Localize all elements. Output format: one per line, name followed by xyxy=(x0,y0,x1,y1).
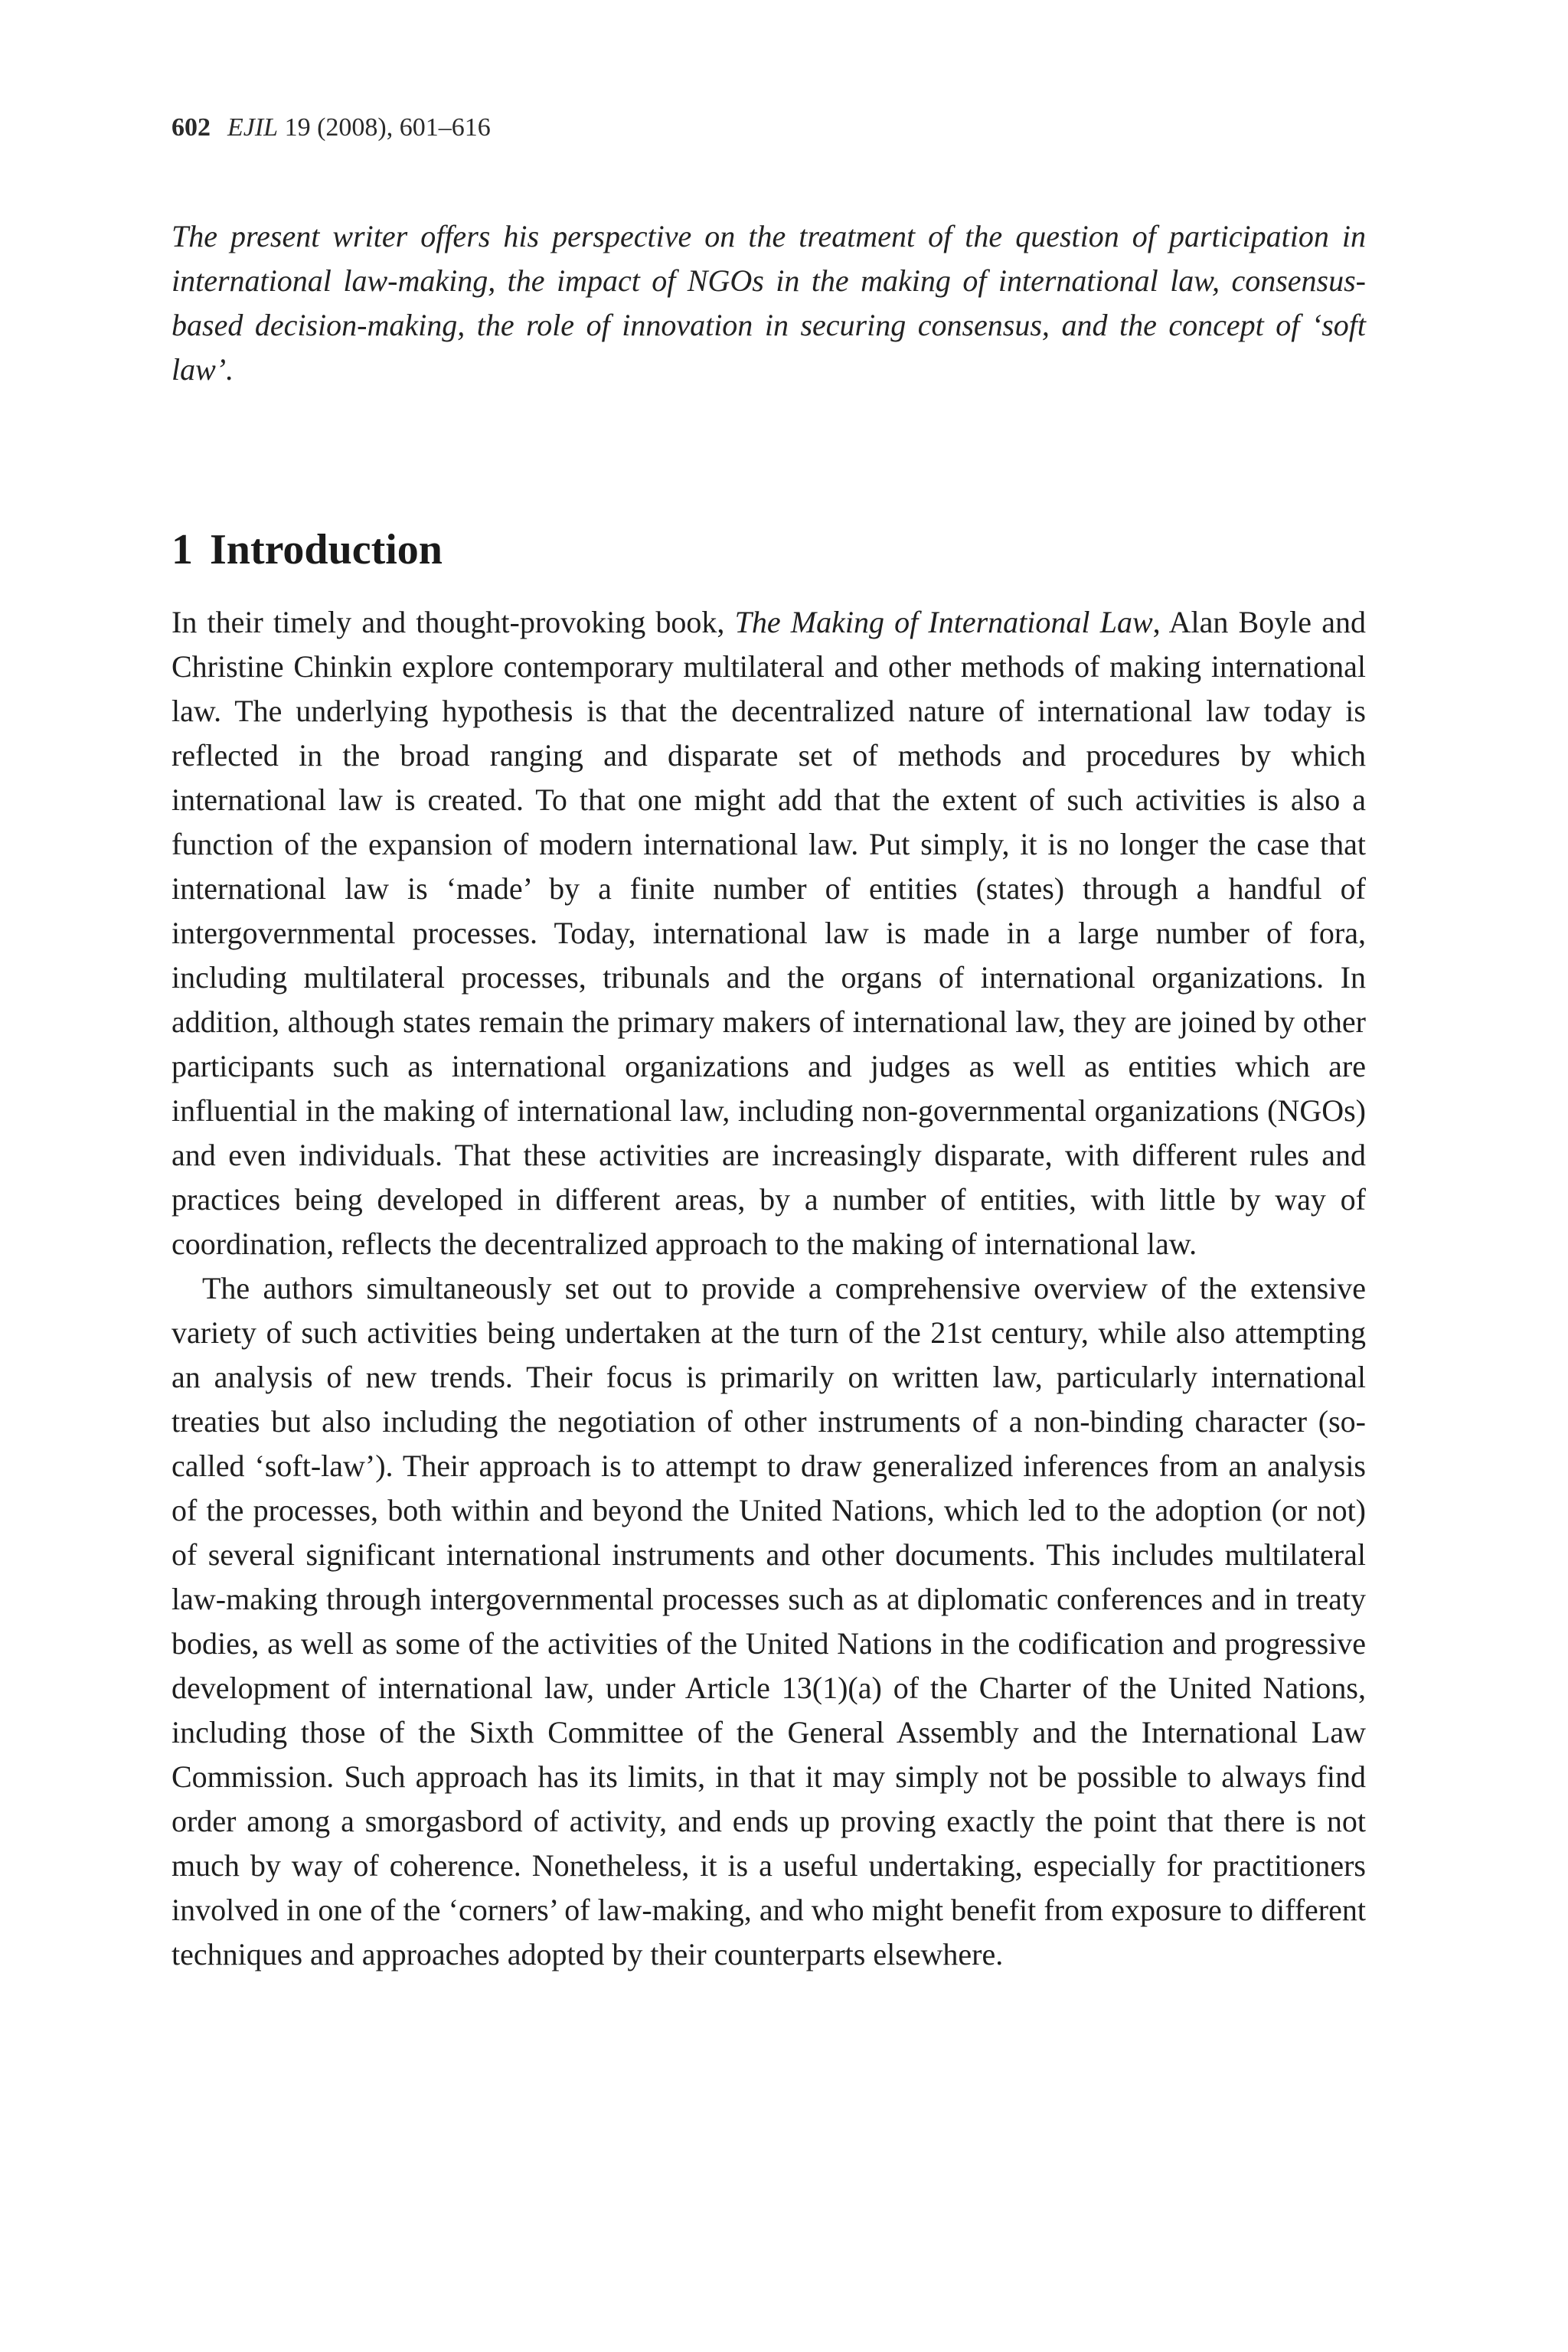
journal-citation: 19 (2008), 601–616 xyxy=(284,113,491,142)
paragraph-2: The authors simultaneously set out to provide a comprehensive overview of the extensive variety of such activities being undertaken at the turn of the 21st century, while also attempting an analysis of new trends. Their focus is primarily on written law, particularly international treaties but also including the negotiation of other instruments of a non-binding character (so-called ‘soft-law’). Their approach is to attempt to draw generalized inferences from an analysis of the processes, both within and beyond the United Nations, which led to the adoption (or not) of several significant international instruments and other documents. This includes multilateral law-making through intergovernmental processes such as at diplomatic conferences and in treaty bodies, as well as some of the activities of the United Nations in the codification and progressive development of international law, under Article 13(1)(a) of the Charter of the United Nations, including those of the Sixth Committee of the General Assembly and the International Law Commission. Such approach has its limits, in that it may simply not be possible to always find order among a smorgasbord of activity, and ends up proving exactly the point that there is not much by way of coherence. Nonetheless, it is a useful undertaking, especially for practitioners involved in one of the ‘corners’ of law-making, and who might benefit from exposure to different techniques and approaches adopted by their counterparts elsewhere. xyxy=(172,1271,1366,1971)
section-number: 1 xyxy=(172,526,193,573)
section-title: Introduction xyxy=(210,526,443,573)
paragraph-1 xyxy=(172,600,1366,1266)
paragraph-1-rest: , Alan Boyle and Christine Chinkin explore contemporary multilateral and other methods of making international law. The underlying hypothesis is that the decentralized nature of international law today is reflected in the broad ranging and disparate set of methods and procedures by which international law is created. To that one might add that the extent of such activities is also a function of the expansion of modern international law. Put simply, it is no longer the case that international law is ‘made’ by a finite number of entities (states) through a handful of intergovernmental processes. Today, international law is made in a large number of fora, including multilateral processes, tribunals and the organs of international organizations. In addition, although states remain the primary makers of international law, they are joined by other participants such as international organizations and judges as well as entities which are influential in the making of international law, including non-governmental organizations (NGOs) and even individuals. That these activities are increasingly disparate, with different rules and practices being developed in different areas, by a number of entities, with little by way of coordination, reflects the decentralized approach to the making of international law. xyxy=(172,605,1366,1261)
running-head xyxy=(172,115,1366,161)
body-text xyxy=(172,600,1366,1977)
book-title: The Making of International Law xyxy=(734,605,1153,639)
paragraph-1-lead: In their timely and thought-provoking book, xyxy=(172,605,735,639)
abstract: The present writer offers his perspective on the treatment of the question of participation in international law-making, the impact of NGOs in the making of international law, consensus-based decision-making, the role of innovation in securing consensus, and the concept of ‘soft law’. xyxy=(172,219,1366,387)
journal-name: EJIL xyxy=(227,113,279,142)
page xyxy=(172,115,1366,1977)
page-number: 602 xyxy=(172,113,211,142)
section-heading xyxy=(172,528,1366,571)
